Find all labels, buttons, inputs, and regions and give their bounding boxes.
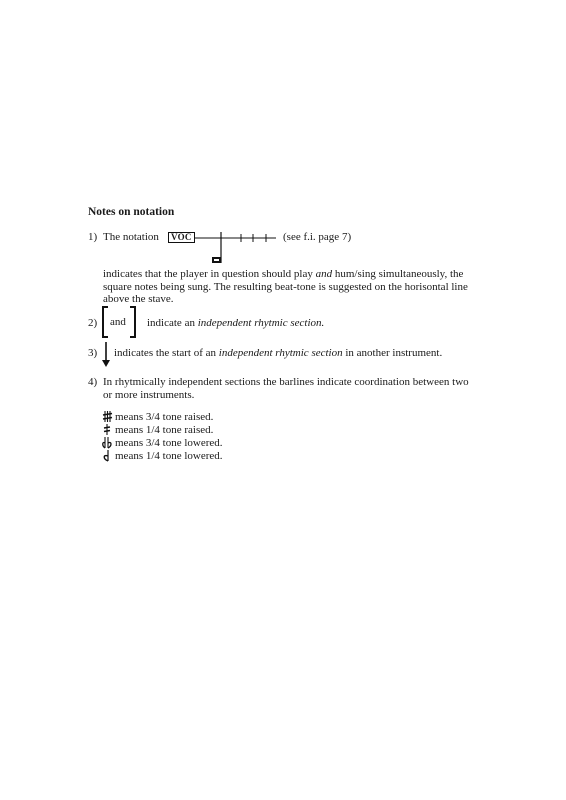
accidental-description: means 3/4 tone raised. xyxy=(115,411,214,423)
note-2-text: indicate an independent rhytmic section. xyxy=(147,317,325,329)
note-1-prefix: The notation xyxy=(103,231,159,243)
list-item xyxy=(103,424,213,437)
quarter-sharp-icon xyxy=(103,424,112,435)
list-item xyxy=(103,411,213,424)
voc-notation-box: VOC xyxy=(168,232,195,243)
list-item xyxy=(103,437,223,450)
note-1-description: indicates that the player in question should play and hum/sing simultaneously, the square notes being sung. The resulting beat-tone is suggested on the horisontal line above the stave. xyxy=(103,268,468,305)
list-item xyxy=(103,450,223,463)
page-title: Notes on notation xyxy=(88,206,175,218)
note-4-number: 4) xyxy=(88,376,98,388)
note-4-text: In rhytmically independent sections the barlines indicate coordination between two or more instruments. xyxy=(103,376,469,401)
bracket-label: and xyxy=(110,316,126,328)
note-1-reference: (see f.i. page 7) xyxy=(283,231,352,243)
quarter-flat-icon xyxy=(103,450,112,461)
accidental-description: means 1/4 tone raised. xyxy=(115,424,214,436)
note-1-number: 1) xyxy=(88,231,98,243)
note-2-number: 2) xyxy=(88,317,98,329)
three-quarter-sharp-icon xyxy=(103,411,112,422)
note-3-number: 3) xyxy=(88,347,98,359)
accidental-description: means 1/4 tone lowered. xyxy=(115,450,223,462)
accidental-description: means 3/4 tone lowered. xyxy=(115,437,223,449)
note-3-text: indicates the start of an independent rhytmic section in another instrument. xyxy=(114,347,443,359)
three-quarter-flat-icon xyxy=(103,437,112,448)
